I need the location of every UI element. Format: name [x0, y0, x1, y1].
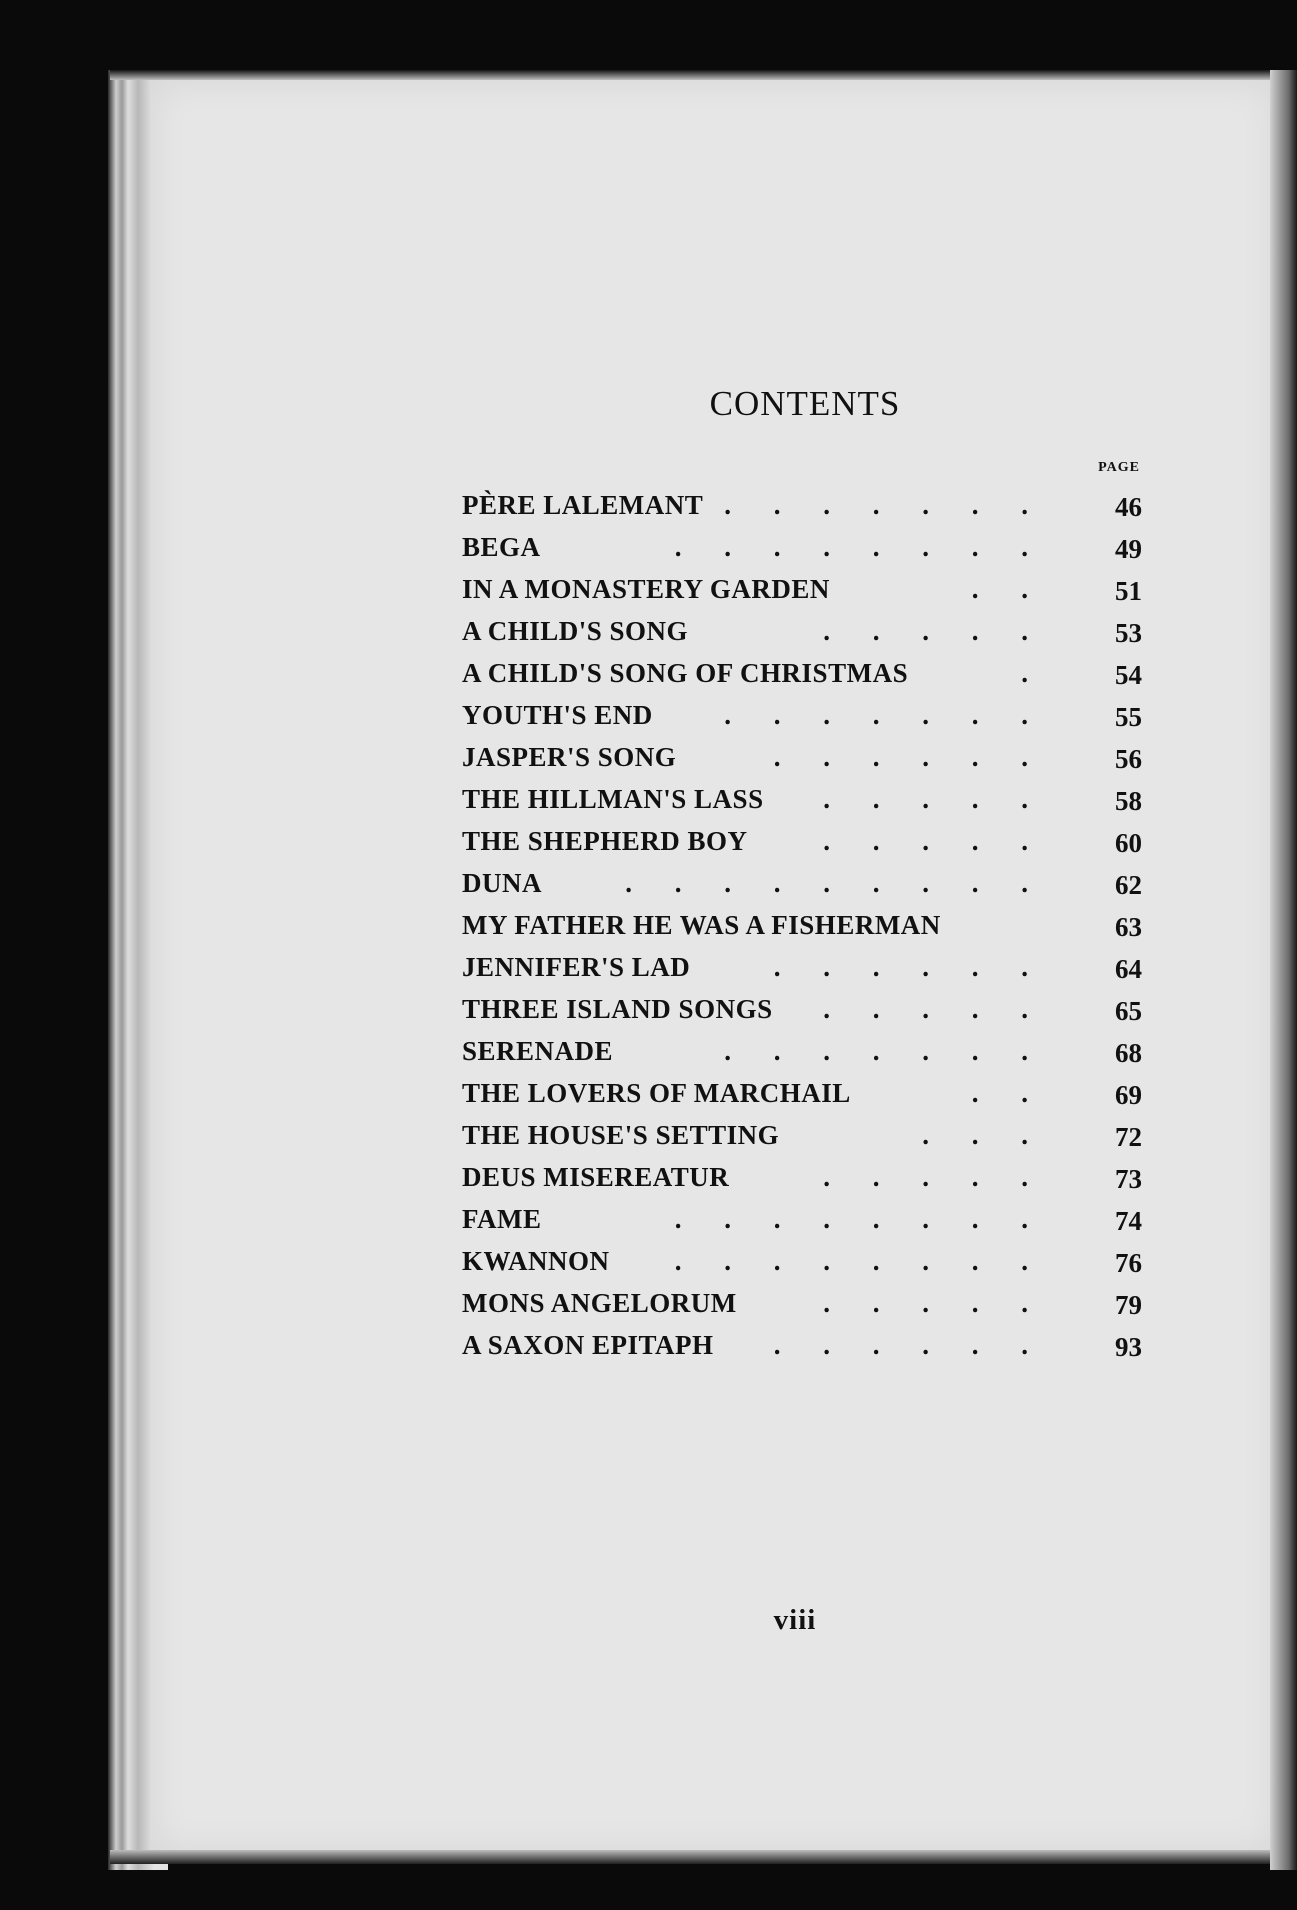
toc-entry — [462, 1288, 1142, 1330]
toc-entry-title: KWANNON — [462, 1246, 610, 1276]
toc-leader-dots: . . — [971, 574, 1046, 604]
toc-entry — [462, 742, 1142, 784]
toc-entry-title: JASPER'S SONG — [462, 742, 677, 772]
toc-entry — [462, 1204, 1142, 1246]
toc-entry-title: DUNA — [462, 868, 542, 898]
toc-entry-title: THE LOVERS OF MARCHAIL — [462, 1078, 851, 1108]
toc-leader-dots: . . . . . — [823, 616, 1046, 646]
toc-leader-dots: . . . . . . . — [724, 490, 1046, 520]
toc-entry-title: THE SHEPHERD BOY — [462, 826, 748, 856]
toc-entry-title: IN A MONASTERY GARDEN — [462, 574, 830, 604]
toc-entry — [462, 574, 1142, 616]
toc-entry-title: JENNIFER'S LAD — [462, 952, 691, 982]
toc-leader-dots: . . . . . . . . — [674, 532, 1046, 562]
toc-entry — [462, 1120, 1142, 1162]
toc-entry-title: FAME — [462, 1204, 542, 1234]
toc-entry-title: MONS ANGELORUM — [462, 1288, 737, 1318]
toc-leader-dots: . . . . . . . . — [674, 1246, 1046, 1276]
toc-entry-page: 62 — [1115, 870, 1142, 900]
toc-entry-title: A CHILD'S SONG — [462, 616, 689, 646]
toc-entry-title: MY FATHER HE WAS A FISHERMAN — [462, 910, 941, 940]
toc-entry-title: PÈRE LALEMANT — [462, 490, 704, 520]
toc-entry — [462, 1036, 1142, 1078]
toc-entry-title: A CHILD'S SONG OF CHRISTMAS — [462, 658, 909, 688]
toc-entry-page: 56 — [1115, 744, 1142, 774]
toc-entry-page: 55 — [1115, 702, 1142, 732]
toc-entry — [462, 532, 1142, 574]
toc-entry-page: 69 — [1115, 1080, 1142, 1110]
page-right-edge — [1270, 70, 1297, 1870]
toc-entry-page: 54 — [1115, 660, 1142, 690]
toc-entry-page: 46 — [1115, 492, 1142, 522]
toc-entry — [462, 1162, 1142, 1204]
toc-entry-page: 58 — [1115, 786, 1142, 816]
toc-entry-page: 64 — [1115, 954, 1142, 984]
toc-entry-page: 73 — [1115, 1164, 1142, 1194]
toc-entry-title: THE HILLMAN'S LASS — [462, 784, 764, 814]
toc-entry-page: 76 — [1115, 1248, 1142, 1278]
table-of-contents — [462, 490, 1142, 1372]
toc-leader-dots: . . . . . . . — [724, 1036, 1046, 1066]
page-number-folio: viii — [773, 1604, 817, 1636]
toc-entry — [462, 616, 1142, 658]
toc-leader-dots: . . . . . . . . . — [625, 868, 1046, 898]
toc-entry — [462, 1078, 1142, 1120]
toc-entry-page: 60 — [1115, 828, 1142, 858]
toc-entry-page: 51 — [1115, 576, 1142, 606]
toc-leader-dots: . . . . . . — [773, 952, 1046, 982]
toc-entry-title: BEGA — [462, 532, 541, 562]
toc-leader-dots: . . . . . . . . — [674, 1204, 1046, 1234]
page-top-edge — [110, 70, 1290, 80]
toc-leader-dots: . . . . . — [823, 994, 1046, 1024]
toc-entry — [462, 1330, 1142, 1372]
toc-entry — [462, 868, 1142, 910]
toc-entry-page: 79 — [1115, 1290, 1142, 1320]
toc-entry-page: 53 — [1115, 618, 1142, 648]
toc-leader-dots: . . . . . . . — [724, 700, 1046, 730]
toc-entry-page: 72 — [1115, 1122, 1142, 1152]
toc-leader-dots: . . . . . — [823, 1288, 1046, 1318]
toc-entry-title: A SAXON EPITAPH — [462, 1330, 714, 1360]
toc-leader-dots: . . . . . — [823, 1162, 1046, 1192]
toc-leader-dots: . . . . . . — [773, 1330, 1046, 1360]
toc-entry-page: 74 — [1115, 1206, 1142, 1236]
toc-leader-dots: . . . . . . — [773, 742, 1046, 772]
toc-entry — [462, 784, 1142, 826]
toc-entry-title: DEUS MISEREATUR — [462, 1162, 730, 1192]
toc-entry — [462, 490, 1142, 532]
toc-entry — [462, 994, 1142, 1036]
toc-entry-title: THE HOUSE'S SETTING — [462, 1120, 780, 1150]
toc-entry-title: SERENADE — [462, 1036, 614, 1066]
toc-entry-page: 65 — [1115, 996, 1142, 1026]
toc-leader-dots: . . — [971, 1078, 1046, 1108]
toc-entry-page: 68 — [1115, 1038, 1142, 1068]
toc-entry — [462, 700, 1142, 742]
toc-entry — [462, 658, 1142, 700]
toc-entry — [462, 826, 1142, 868]
page-column-label: PAGE — [1098, 460, 1140, 475]
toc-entry — [462, 910, 1142, 952]
toc-entry-page: 93 — [1115, 1332, 1142, 1362]
toc-entry-title: YOUTH'S END — [462, 700, 653, 730]
toc-leader-dots: . — [1021, 658, 1046, 688]
toc-entry-title: THREE ISLAND SONGS — [462, 994, 773, 1024]
toc-leader-dots: . . . — [922, 1120, 1046, 1150]
toc-entry-page: 49 — [1115, 534, 1142, 564]
page-bottom-edge — [110, 1850, 1290, 1864]
toc-entry — [462, 1246, 1142, 1288]
toc-leader-dots: . . . . . — [823, 784, 1046, 814]
toc-entry-page: 63 — [1115, 912, 1142, 942]
toc-entry — [462, 952, 1142, 994]
contents-heading: CONTENTS — [709, 384, 901, 423]
toc-leader-dots: . . . . . — [823, 826, 1046, 856]
